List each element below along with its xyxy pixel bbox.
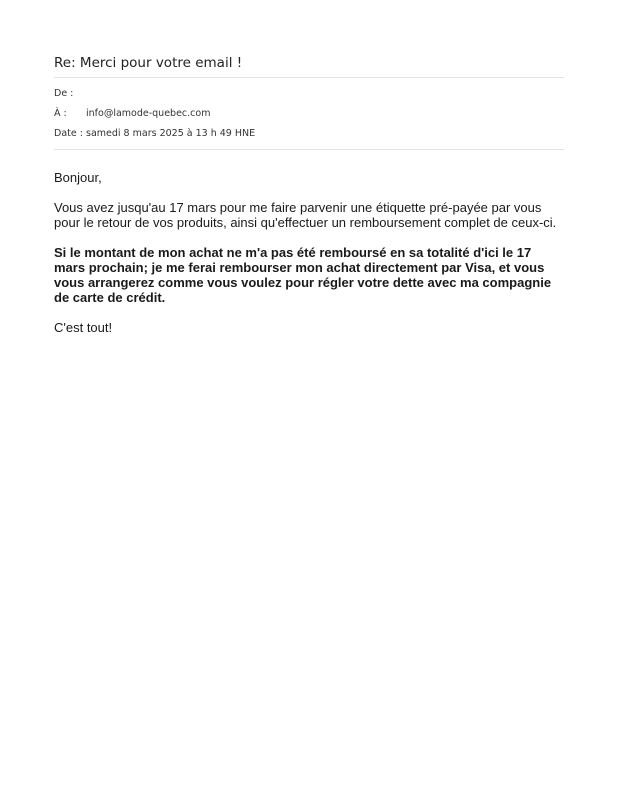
message-paragraph-1: Vous avez jusqu'au 17 mars pour me faire parvenir une étiquette pré-payée par vous pour le retour de vos produits, ainsi qu'effectuer un remboursement complet de ceux-ci. — [54, 200, 557, 230]
to-label: À : — [54, 108, 67, 119]
email-subject: Re: Merci pour votre email ! — [54, 55, 243, 71]
from-label: De : — [54, 88, 74, 99]
message-body — [54, 170, 564, 350]
message-greeting: Bonjour, — [54, 170, 102, 185]
message-closing: C'est tout! — [54, 320, 113, 335]
to-row — [54, 108, 210, 119]
date-label: Date : — [54, 128, 83, 139]
header-divider-bottom — [54, 149, 564, 150]
message-paragraph-2: Si le montant de mon achat ne m'a pas été remboursé en sa totalité d'ici le 17 mars prochain; je me ferai rembourser mon achat directement par Visa, et vous vous arrangerez comme vous voulez pour régler votre dette avec ma compagnie de carte de crédit. — [54, 245, 552, 305]
from-row — [54, 88, 86, 99]
to-value: info@lamode-quebec.com — [86, 108, 211, 119]
date-value: samedi 8 mars 2025 à 13 h 49 HNE — [86, 128, 256, 139]
header-divider-top — [54, 77, 564, 78]
date-row — [54, 128, 255, 139]
